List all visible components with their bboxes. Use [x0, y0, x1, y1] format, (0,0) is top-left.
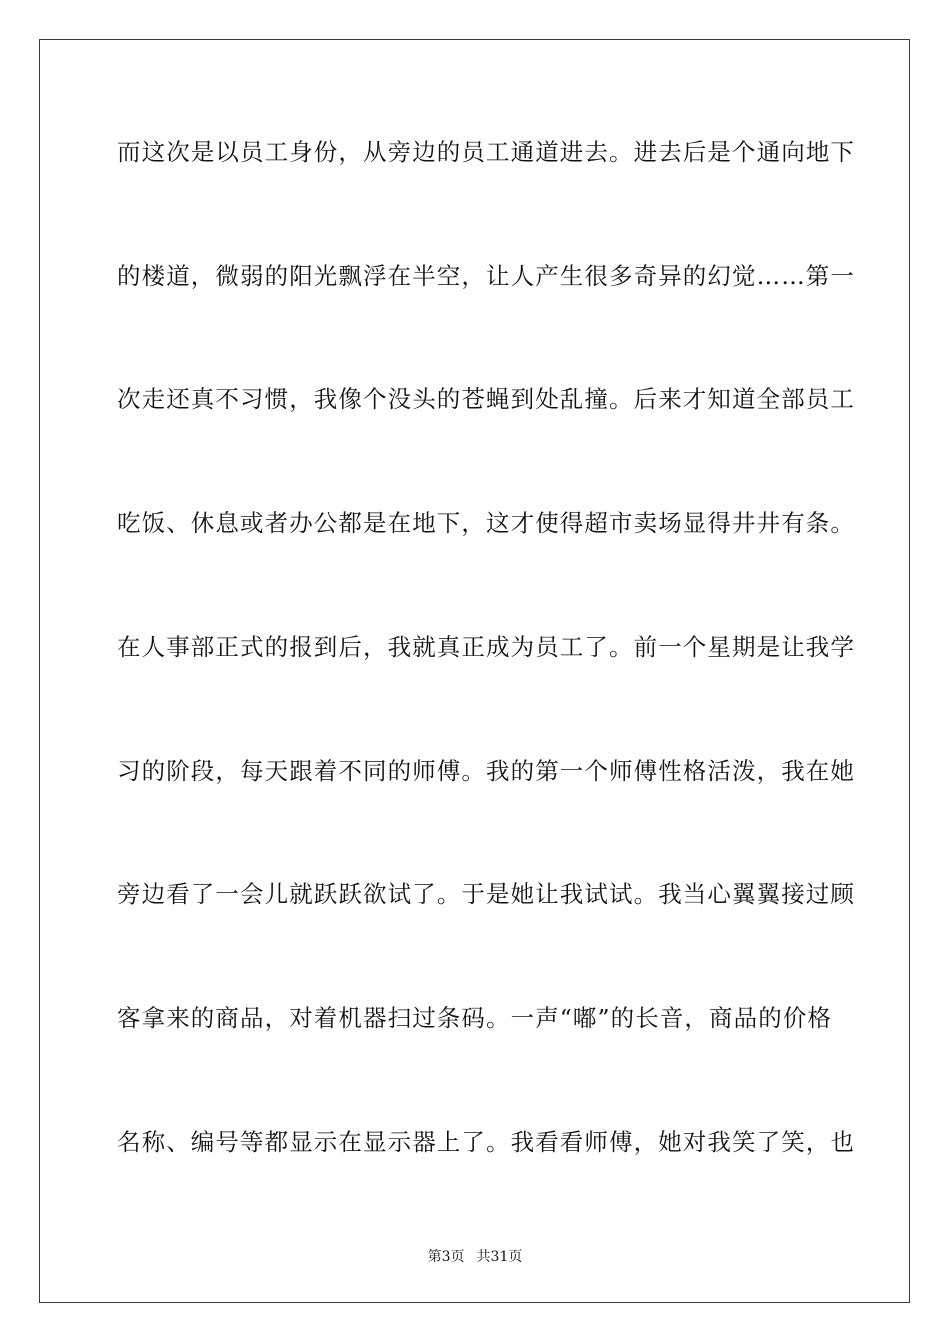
text-line: 的楼道，微弱的阳光飘浮在半空，让人产生很多奇异的幻觉……第一 — [117, 262, 855, 290]
text-line: 吃饭、休息或者办公都是在地下，这才使得超市卖场显得井井有条。 — [117, 509, 855, 537]
total-pages-label: 共31页 — [476, 1249, 523, 1265]
page-footer — [0, 1247, 950, 1267]
text-line: 次走还真不习惯，我像个没头的苍蝇到处乱撞。后来才知道全部员工 — [117, 385, 855, 413]
text-line: 在人事部正式的报到后，我就真正成为员工了。前一个星期是让我学 — [117, 633, 855, 661]
text-line: 名称、编号等都显示在显示器上了。我看看师傅，她对我笑了笑，也 — [117, 1128, 855, 1156]
page-border — [39, 39, 910, 1303]
text-line: 旁边看了一会儿就跃跃欲试了。于是她让我试试。我当心翼翼接过顾 — [117, 880, 855, 908]
text-line: 客拿来的商品，对着机器扫过条码。一声“嘟”的长音，商品的价格 — [117, 1004, 833, 1032]
current-page-label: 第3页 — [427, 1249, 465, 1265]
text-line: 而这次是以员工身份，从旁边的员工通道进去。进去后是个通向地下 — [117, 138, 855, 166]
text-line: 习的阶段，每天跟着不同的师傅。我的第一个师傅性格活泼，我在她 — [117, 757, 855, 785]
